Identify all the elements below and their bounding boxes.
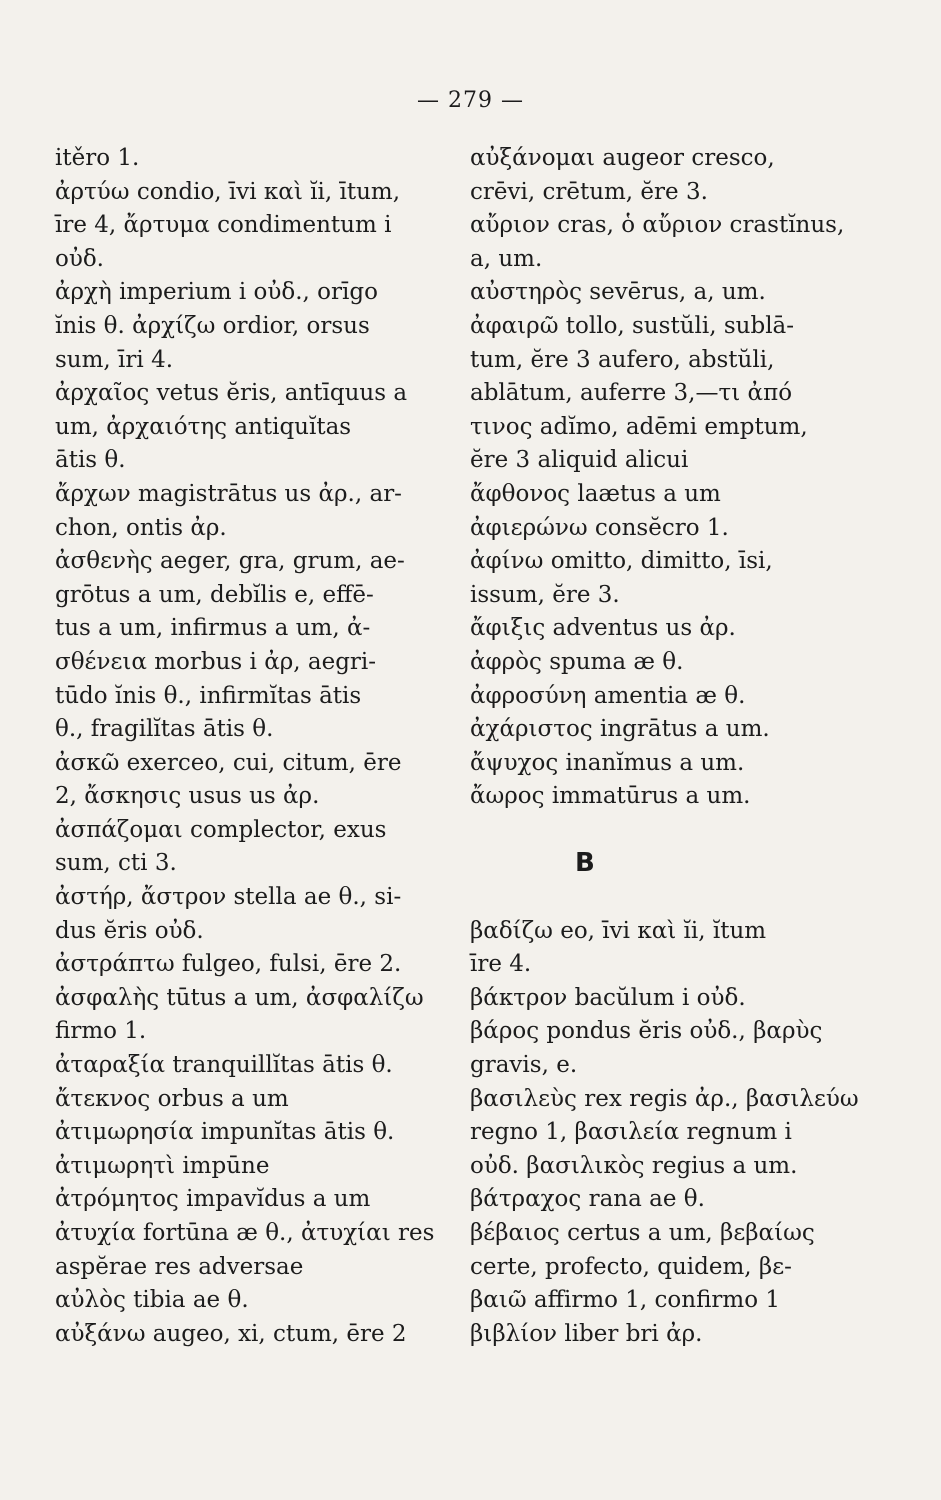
entry-line: θ., fragilĭtas ātis θ.	[55, 716, 274, 743]
entry-line: ἄψυχος inanĭmus a um.	[470, 749, 745, 776]
entry-line: αὔριον cras, ὁ αὔριον crastĭnus,	[470, 212, 845, 239]
entry-line: ἀφίνω omitto, dimitto, īsi,	[470, 548, 773, 575]
entry-line: ἄωρος immatūrus a um.	[470, 783, 751, 810]
entry-line: dus ĕris οὐδ.	[55, 917, 204, 944]
entry-line: firmo 1.	[55, 1018, 147, 1045]
entry-line: chon, ontis ἀρ.	[55, 514, 227, 541]
entry-line: sum, īri 4.	[55, 346, 174, 373]
entry-line: ātis θ.	[55, 447, 126, 474]
entry-line: ἀτρόμητος impavĭdus a um	[55, 1186, 371, 1213]
entry-line: βαδίζω eo, īvi καὶ ĭi, ĭtum	[470, 917, 767, 944]
entry-line: ἀστράπτω fulgeo, fulsi, ēre 2.	[55, 951, 402, 978]
entry-line: αὐλὸς tibia ae θ.	[55, 1287, 249, 1314]
entry-line: ĭnis θ. ἀρχίζω ordior, orsus	[55, 312, 370, 339]
entry-line: αὐξάνομαι augeor cresco,	[470, 145, 775, 171]
entry-line: βαιῶ affirmo 1, confirmo 1	[470, 1287, 781, 1314]
entry-line: ἀτιμωρησία impunĭtas ātis θ.	[55, 1119, 395, 1146]
entry-line: sum, cti 3.	[55, 850, 177, 877]
entry-line: ἀτιμωρητὶ impūne	[55, 1152, 270, 1179]
page-number: — 279 —	[417, 88, 524, 113]
entry-line: ἀχάριστος ingrātus a um.	[470, 716, 770, 743]
entry-line: ἀσπάζομαι complector, exus	[55, 816, 387, 843]
entry-line: ἄρχων magistrātus us ἀρ., ar-	[55, 480, 402, 507]
entry-line: a, um.	[470, 245, 543, 272]
entry-line: βάρος pondus ĕris οὐδ., βαρὺς	[470, 1018, 823, 1045]
entry-line: ἀταραξία tranquillĭtas ātis θ.	[55, 1052, 393, 1079]
entry-line: ἀρχὴ imperium i οὐδ., orīgo	[55, 279, 378, 306]
entry-line: ἀρτύω condio, īvi καὶ ĭi, ītum,	[55, 178, 401, 205]
entry-line: οὐδ. βασιλικὸς regius a um.	[470, 1152, 798, 1179]
entry-line: regno 1, βασιλεία regnum i	[470, 1119, 792, 1146]
entry-line: ἄφιξις adventus us ἀρ.	[470, 615, 736, 642]
entry-line: itěro 1.	[55, 145, 140, 171]
entry-line: σθένεια morbus i ἀρ, aegri-	[55, 648, 377, 675]
entry-line: aspĕrae res adversae	[55, 1253, 304, 1280]
entry-line: αὐστηρὸς sevērus, a, um.	[470, 279, 766, 306]
entry-line: ἀσφαλὴς tūtus a um, ἀσφαλίζω	[55, 984, 424, 1011]
entry-line: certe, profecto, quidem, βε-	[470, 1253, 792, 1280]
entry-line: ἀστήρ, ἄστρον stella ae θ., si-	[55, 884, 402, 911]
entry-line: grōtus a um, debĭlis e, effē-	[55, 581, 374, 608]
entry-line: um, ἀρχαιότης antiquĭtas	[55, 413, 352, 440]
right-column	[470, 142, 870, 1351]
entry-line: οὐδ.	[55, 245, 104, 272]
entry-line: tum, ĕre 3 aufero, abstŭli,	[470, 346, 775, 373]
entry-line: ablātum, auferre 3,—τι ἀπό	[470, 380, 793, 407]
entry-line	[470, 814, 870, 848]
entry-line: ἄτεκνος orbus a um	[55, 1085, 289, 1112]
entry-line: īre 4.	[470, 951, 532, 978]
left-column	[55, 142, 455, 1351]
entry-line: ἀφροσύνη amentia æ θ.	[470, 682, 746, 709]
entry-line: τινος adĭmo, adēmi emptum,	[470, 413, 808, 440]
entry-line: ἀσθενὴς aeger, gra, grum, ae-	[55, 548, 405, 575]
entry-line: ἀφαιρῶ tollo, sustŭli, sublā-	[470, 312, 795, 339]
entry-line: ἀφιερώνω consĕcro 1.	[470, 514, 729, 541]
entry-line: βέβαιος certus a um, βεβαίως	[470, 1220, 815, 1246]
entry-line: crēvi, crētum, ĕre 3.	[470, 178, 708, 205]
entry-line: βάτραχος rana ae θ.	[470, 1186, 705, 1213]
entry-line: issum, ĕre 3.	[470, 581, 620, 608]
section-heading: B	[575, 848, 595, 879]
entry-line: gravis, e.	[470, 1052, 578, 1079]
entry-line: īre 4, ἄρτυμα condimentum i	[55, 212, 392, 239]
entry-line: αὐξάνω augeo, xi, ctum, ēre 2	[55, 1320, 407, 1347]
entry-line	[470, 881, 870, 915]
entry-line: ĕre 3 aliquid alicui	[470, 447, 689, 474]
entry-line: βάκτρον bacŭlum i οὐδ.	[470, 984, 746, 1011]
entry-line: ἀτυχία fortūna æ θ., ἀτυχίαι res	[55, 1220, 435, 1246]
entry-line: ἀφρὸς spuma æ θ.	[470, 648, 684, 675]
entry-line: βασιλεὺς rex regis ἀρ., βασιλεύω	[470, 1085, 859, 1112]
entry-line: 2, ἄσκησις usus us ἀρ.	[55, 783, 320, 810]
entry-line: βιβλίον liber bri ἀρ.	[470, 1320, 703, 1347]
entry-line: ἄφθονος laætus a um	[470, 480, 721, 507]
entry-line: ἀσκῶ exerceo, cui, citum, ēre	[55, 749, 402, 776]
entry-line: ἀρχαῖος vetus ĕris, antīquus a	[55, 380, 408, 407]
entry-line: tūdo ĭnis θ., infirmĭtas ātis	[55, 682, 362, 709]
entry-line: tus a um, infirmus a um, ἀ-	[55, 615, 371, 642]
